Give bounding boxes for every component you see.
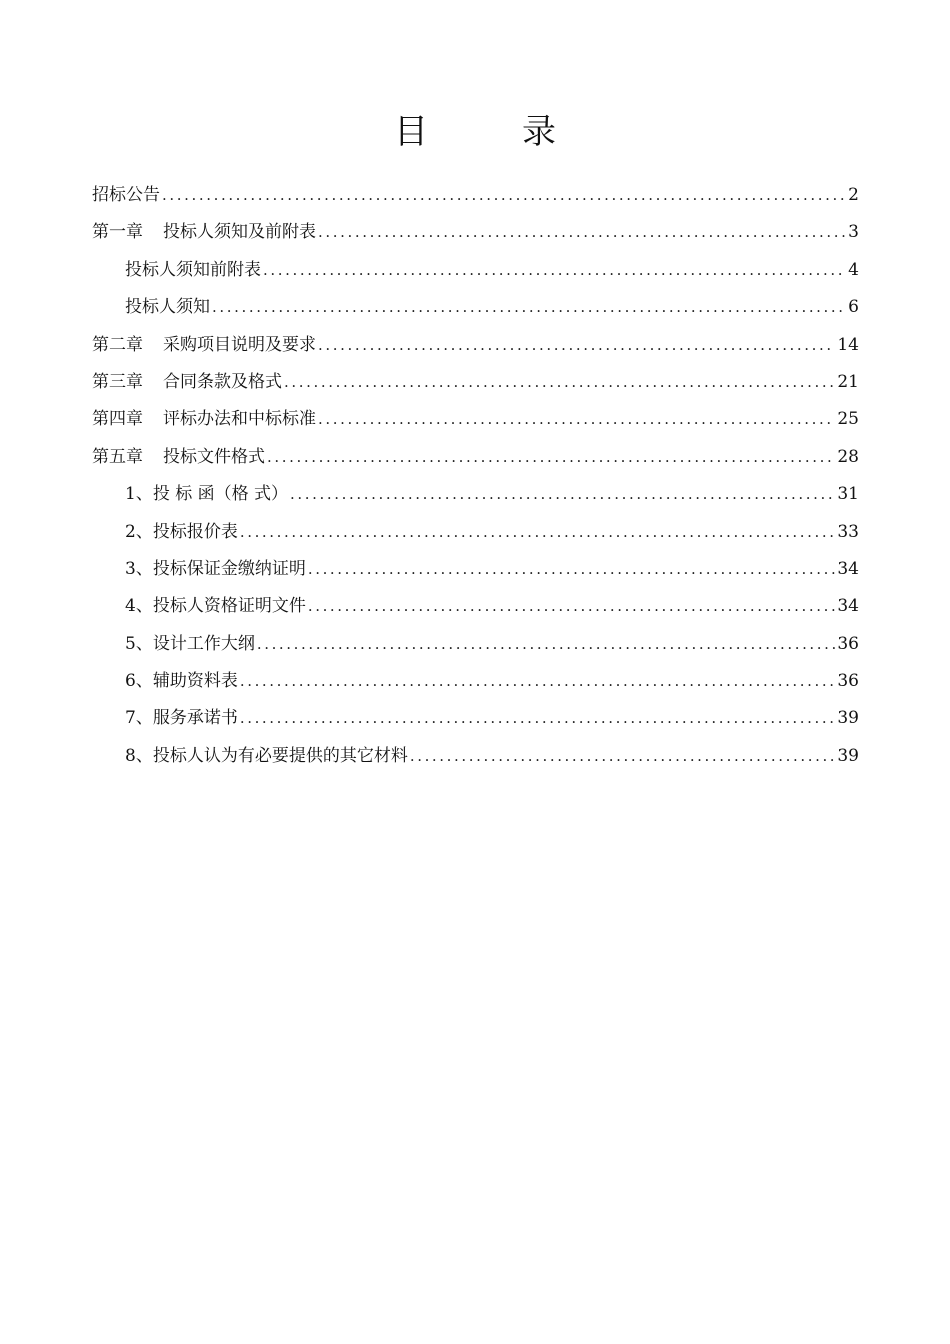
toc-page-number: 36	[837, 671, 859, 692]
toc-leader-dots	[212, 289, 846, 326]
toc-entry[interactable]	[92, 439, 859, 476]
toc-entry-text: 投标人须知前附表	[125, 259, 261, 280]
toc-entry-text: 6、辅助资料表	[125, 671, 238, 692]
toc-chapter-label: 第五章	[92, 446, 143, 467]
toc-leader-dots	[263, 252, 846, 289]
toc-subentry[interactable]	[92, 252, 859, 289]
toc-page-number: 25	[837, 409, 859, 430]
toc-entry-text: 投标人须知	[125, 297, 210, 318]
toc-subentry[interactable]	[92, 289, 859, 326]
toc-entry-text: 招标公告	[92, 185, 160, 205]
toc-leader-dots	[308, 551, 836, 588]
toc-chapter-label: 第一章	[92, 222, 143, 243]
toc-leader-dots	[267, 439, 835, 476]
toc-entry[interactable]	[92, 401, 859, 438]
toc-page-number: 39	[837, 708, 859, 729]
toc-entry[interactable]	[92, 364, 859, 401]
toc-entry[interactable]	[92, 177, 859, 214]
toc-entry[interactable]	[92, 327, 859, 364]
toc-title: 目 录	[394, 112, 586, 152]
toc-leader-dots	[318, 327, 835, 364]
toc-page-number: 31	[837, 484, 859, 505]
toc-list	[92, 177, 859, 775]
toc-entry-text: 合同条款及格式	[163, 371, 282, 392]
toc-leader-dots	[318, 214, 846, 251]
toc-entry-text: 5、设计工作大纲	[125, 633, 255, 654]
toc-page-number: 33	[837, 521, 859, 542]
toc-subentry[interactable]	[92, 514, 859, 551]
toc-subentry[interactable]	[92, 626, 859, 663]
toc-leader-dots	[162, 177, 846, 214]
toc-entry-text: 采购项目说明及要求	[163, 334, 316, 355]
toc-page-number: 21	[837, 371, 859, 392]
toc-subentry[interactable]	[92, 551, 859, 588]
toc-entry-text: 2、投标报价表	[125, 521, 238, 542]
toc-leader-dots	[240, 663, 836, 700]
toc-page-number: 6	[848, 297, 859, 318]
toc-leader-dots	[308, 588, 836, 625]
toc-entry-text: 8、投标人认为有必要提供的其它材料	[125, 745, 408, 766]
toc-page-number: 36	[837, 633, 859, 654]
toc-chapter-label: 第二章	[92, 334, 143, 355]
toc-entry-text: 3、投标保证金缴纳证明	[125, 558, 306, 579]
toc-page-number: 28	[837, 446, 859, 467]
toc-entry[interactable]	[92, 214, 859, 251]
toc-chapter-label: 第四章	[92, 409, 143, 430]
toc-subentry[interactable]	[92, 738, 859, 775]
toc-page-number: 34	[837, 558, 859, 579]
toc-entry-text: 7、服务承诺书	[125, 708, 238, 729]
toc-entry-text: 投标人须知及前附表	[163, 222, 316, 243]
toc-entry-text: 1、投 标 函（格 式）	[125, 484, 289, 505]
toc-leader-dots	[318, 401, 835, 438]
toc-subentry[interactable]	[92, 588, 859, 625]
toc-page-number: 14	[837, 334, 859, 355]
toc-page-number: 34	[837, 596, 859, 617]
toc-subentry[interactable]	[92, 476, 859, 513]
toc-page-number: 2	[848, 185, 859, 205]
toc-leader-dots	[284, 364, 835, 401]
toc-page-number: 4	[848, 259, 859, 280]
toc-entry-text: 4、投标人资格证明文件	[125, 596, 306, 617]
toc-subentry[interactable]	[92, 663, 859, 700]
toc-subentry[interactable]	[92, 700, 859, 737]
toc-page-number: 39	[837, 745, 859, 766]
toc-leader-dots	[240, 700, 836, 737]
toc-entry-text: 评标办法和中标标准	[163, 409, 316, 430]
toc-leader-dots	[240, 514, 836, 551]
toc-leader-dots	[410, 738, 836, 775]
toc-entry-text: 投标文件格式	[163, 446, 265, 467]
toc-chapter-label: 第三章	[92, 371, 143, 392]
toc-leader-dots	[257, 626, 836, 663]
toc-leader-dots	[290, 476, 835, 513]
toc-page-number: 3	[848, 222, 859, 243]
